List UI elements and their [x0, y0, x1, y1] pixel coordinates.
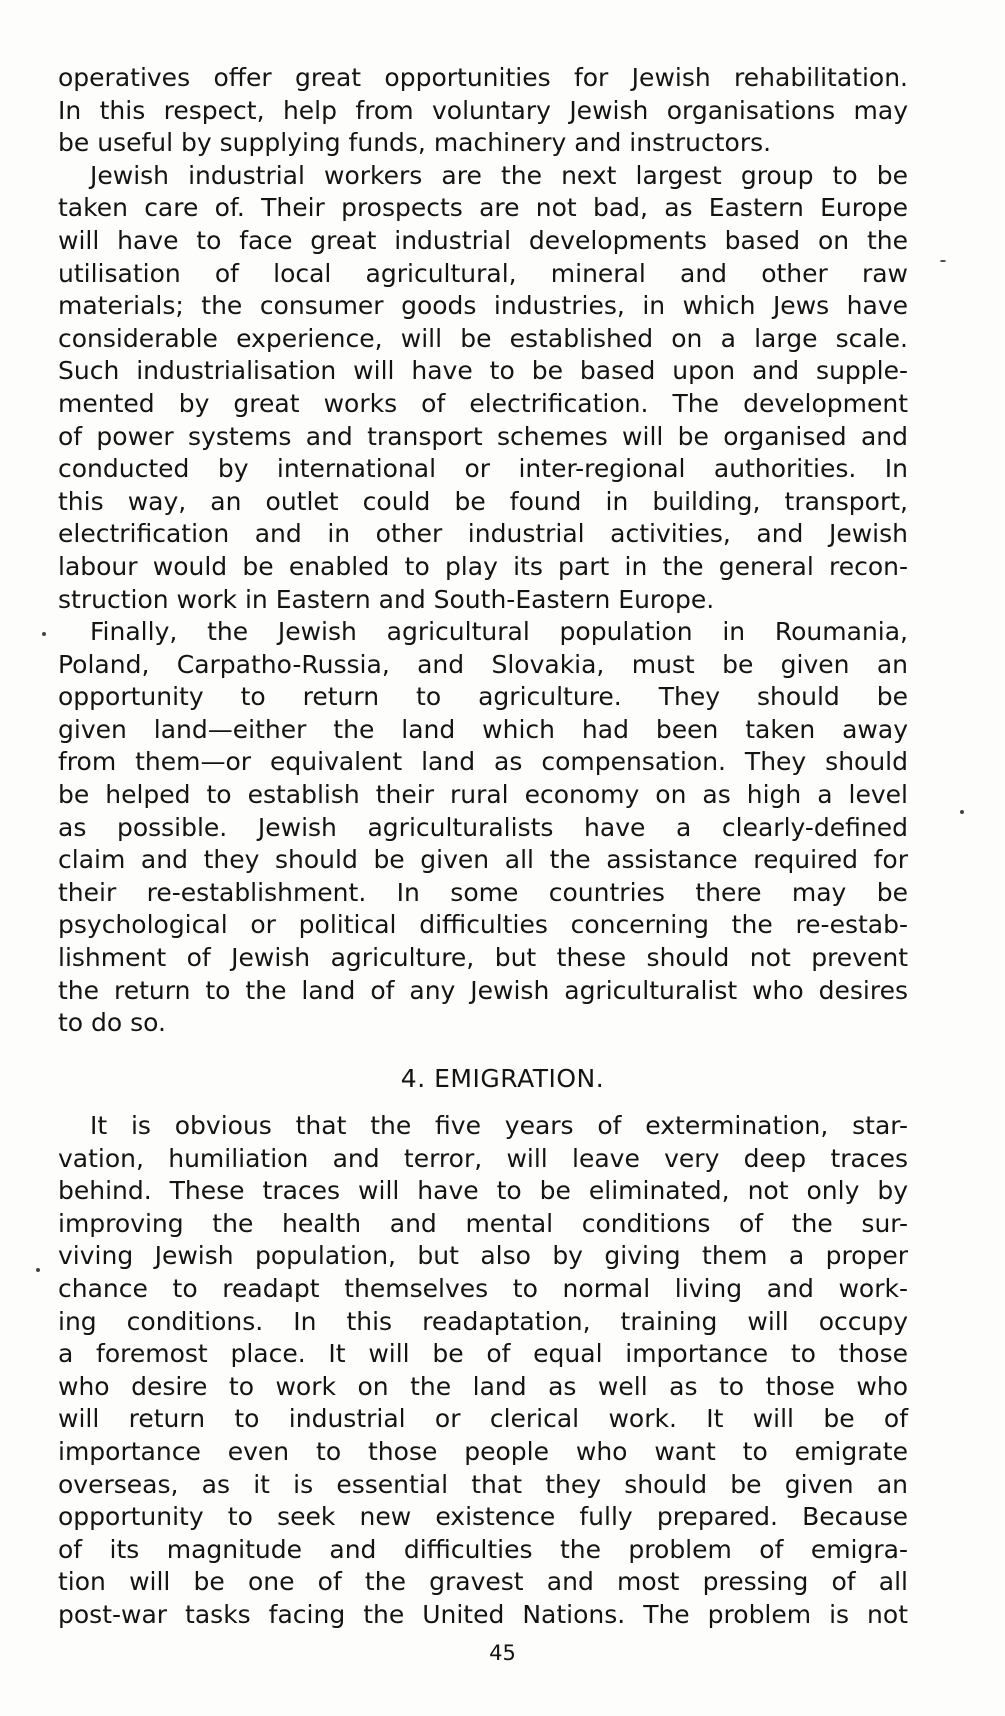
text-line: will return to industrial or clerical work. It will be of: [58, 1404, 908, 1434]
section-heading: 4. EMIGRATION.: [400, 1064, 605, 1093]
text-line: of power systems and transport schemes will be organised and: [58, 421, 908, 451]
text-line: as possible. Jewish agriculturalists have a clearly-defined: [58, 812, 908, 842]
text-line: be helped to establish their rural economy on as high a level: [58, 780, 908, 810]
text-line: considerable experience, will be established on a large scale.: [58, 323, 908, 353]
text-line: Such industrialisation will have to be based upon and supple-: [58, 356, 908, 386]
text-line: will have to face great industrial developments based on the: [58, 225, 908, 255]
text-line: claim and they should be given all the assistance required for: [58, 845, 908, 875]
text-line: the return to the land of any Jewish agriculturalist who desires: [58, 975, 908, 1005]
body-text-bottom: [58, 1110, 908, 1632]
text-line: Poland, Carpatho-Russia, and Slovakia, must be given an: [58, 649, 908, 679]
text-line: to do so.: [58, 1008, 166, 1038]
body-text-top: [58, 62, 908, 1040]
text-line: Finally, the Jewish agricultural population in Roumania,: [90, 617, 908, 647]
text-line: utilisation of local agricultural, mineral and other raw: [58, 258, 908, 288]
text-line: mented by great works of electrification. The development: [58, 388, 908, 418]
text-line: overseas, as it is essential that they should be given an: [58, 1469, 908, 1499]
text-line: Jewish industrial workers are the next largest group to be: [90, 160, 908, 190]
page-number: 45: [489, 1641, 516, 1665]
text-line: a foremost place. It will be of equal importance to those: [58, 1339, 908, 1369]
text-line: viving Jewish population, but also by giving them a proper: [58, 1241, 908, 1271]
text-line: opportunity to return to agriculture. They should be: [58, 682, 908, 712]
text-line: vation, humiliation and terror, will leave very deep traces: [58, 1143, 908, 1173]
text-line: psychological or political difficulties concerning the re-estab-: [58, 910, 908, 940]
print-speck: [36, 1268, 40, 1272]
text-line: conducted by international or inter-regional authorities. In: [58, 454, 908, 484]
text-line: chance to readapt themselves to normal living and work-: [58, 1273, 908, 1303]
text-line: from them—or equivalent land as compensation. They should: [58, 747, 908, 777]
text-line: struction work in Eastern and South-Eastern Europe.: [58, 584, 715, 614]
text-line: this way, an outlet could be found in building, transport,: [58, 486, 908, 516]
text-line: It is obvious that the five years of extermination, star-: [90, 1111, 908, 1140]
text-line: electrification and in other industrial activities, and Jewish: [58, 519, 908, 549]
text-line: materials; the consumer goods industries, in which Jews have: [58, 291, 908, 321]
print-speck: [960, 810, 964, 814]
text-line: their re-establishment. In some countries there may be: [58, 877, 908, 907]
text-line: given land—either the land which had been taken away: [58, 714, 908, 744]
text-line: of its magnitude and difficulties the problem of emigra-: [58, 1534, 908, 1564]
text-line: who desire to work on the land as well as to those who: [58, 1371, 908, 1401]
text-line: labour would be enabled to play its part in the general recon-: [58, 551, 908, 581]
print-speck: [940, 260, 946, 262]
text-line: opportunity to seek new existence fully prepared. Because: [58, 1502, 908, 1532]
text-line: taken care of. Their prospects are not bad, as Eastern Europe: [58, 193, 908, 223]
text-line: lishment of Jewish agriculture, but these should not prevent: [58, 943, 908, 973]
print-speck: [42, 632, 46, 636]
text-line: be useful by supplying funds, machinery and instructors.: [58, 128, 772, 158]
text-line: importance even to those people who want to emigrate: [58, 1436, 908, 1466]
text-line: operatives offer great opportunities for Jewish rehabilitation.: [58, 63, 908, 92]
text-line: post-war tasks facing the United Nations. The problem is not: [58, 1599, 908, 1629]
text-line: tion will be one of the gravest and most pressing of all: [58, 1567, 908, 1597]
text-line: improving the health and mental conditions of the sur-: [58, 1208, 908, 1238]
text-line: behind. These traces will have to be eliminated, not only by: [58, 1176, 908, 1206]
text-line: ing conditions. In this readaptation, training will occupy: [58, 1306, 908, 1336]
text-line: In this respect, help from voluntary Jewish organisations may: [58, 95, 908, 125]
